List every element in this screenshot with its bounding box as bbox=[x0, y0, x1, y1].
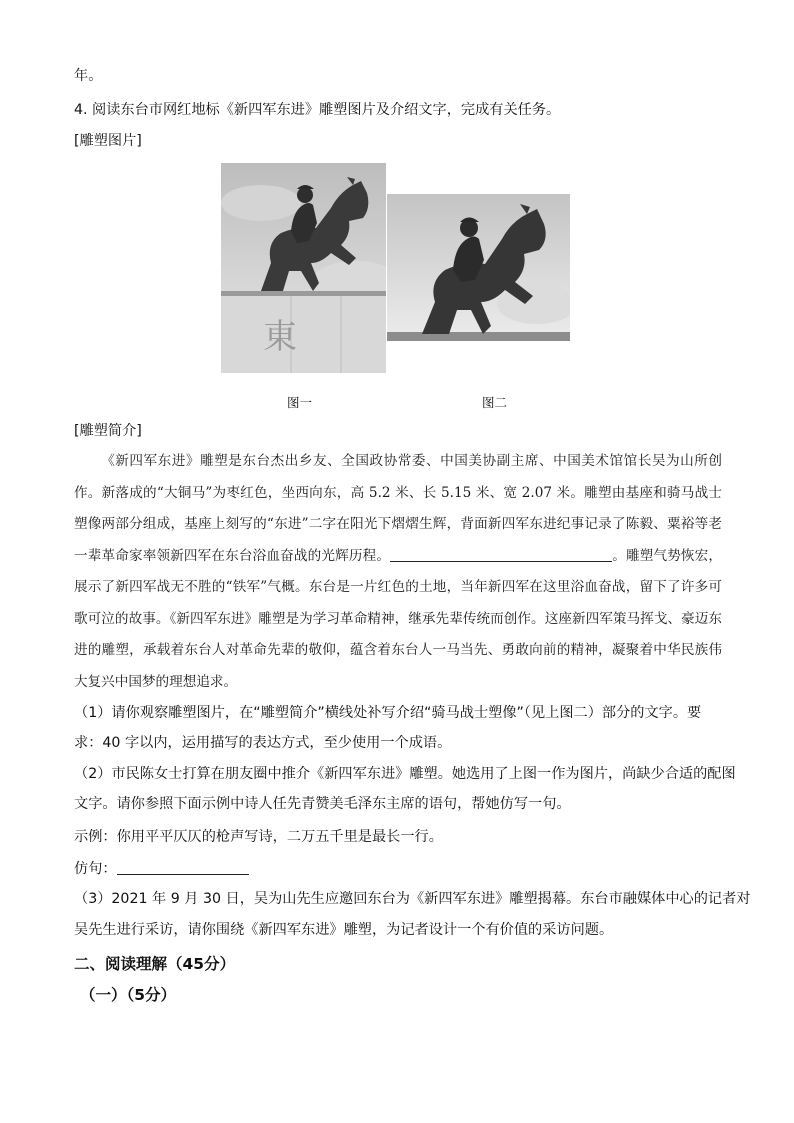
imitate-line bbox=[74, 859, 249, 879]
figure-1-caption: 图一 bbox=[287, 395, 313, 410]
section-title: 二、阅读理解（45分） bbox=[74, 955, 236, 973]
figure-2-photo bbox=[387, 194, 570, 341]
intro-part-2: 。雕塑气势恢宏，展示了新四军战无不胜的“铁军”气概。东台是一片红色的土地，当年新四军在这里浴血奋战，留下了许多可歌可泣的故事。《新四军东进》雕塑是为学习革命精神，继承先辈传统而创作。这座新四军策马挥戈、豪迈东进的雕塑，承载着东台人对革命先辈的敬仰，蕴含着东台人一马当先、勇敢向前的精神，凝聚着中华民族伟大复兴中国梦的理想追求。 bbox=[74, 547, 723, 690]
question-4-title: 4. 阅读东台市网红地标《新四军东进》雕塑图片及介绍文字，完成有关任务。 bbox=[74, 102, 561, 118]
q2-line-2: 文字。请你参照下面示例中诗人任先青赞美毛泽东主席的语句，帮她仿写一句。 bbox=[74, 796, 571, 812]
section-label-images: [雕塑图片] bbox=[74, 133, 142, 149]
line-year: 年。 bbox=[74, 68, 103, 84]
q3-line-1: （3）2021 年 9 月 30 日，吴为山先生应邀回东台为《新四军东进》雕塑揭幕。东台市融媒体中心的记者对 bbox=[74, 891, 751, 907]
q2-line-1: （2）市民陈女士打算在朋友圈中推介《新四军东进》雕塑。她选用了上图一作为图片，尚缺少合适的配图 bbox=[74, 766, 736, 782]
q3-line-2: 吴先生进行采访，请你围绕《新四军东进》雕塑，为记者设计一个有价值的采访问题。 bbox=[74, 922, 614, 938]
figure-2-caption: 图二 bbox=[482, 395, 508, 410]
sculpture-intro bbox=[74, 446, 722, 698]
q1-line-2: 求：40 字以内，运用描写的表达方式，至少使用一个成语。 bbox=[74, 735, 452, 751]
imitate-answer-blank[interactable] bbox=[117, 859, 249, 875]
example-line: 示例：你用平平仄仄的枪声写诗，二万五千里是最长一行。 bbox=[74, 829, 443, 845]
intro-answer-blank[interactable] bbox=[390, 546, 612, 562]
section-label-intro: [雕塑简介] bbox=[74, 423, 142, 439]
subsection-title: （一）（5分） bbox=[80, 986, 177, 1004]
q1-line-1: （1）请你观察雕塑图片，在“雕塑简介”横线处补写介绍“骑马战士塑像”（见上图二）部分的文字。要 bbox=[74, 705, 702, 721]
figure-1-photo bbox=[221, 163, 386, 373]
pedestal-char: 東 bbox=[263, 317, 297, 357]
intro-part-1: 《新四军东进》雕塑是东台杰出乡友、全国政协常委、中国美协副主席、中国美术馆馆长吴为山所创作。新落成的“大铜马”为枣红色，坐西向东，高 5.2 米、长 5.15 米、宽 2.07 米。雕塑由基座和骑马战士塑像两部分组成，基座上刻写的“东进”二字在阳光下熠熠生辉，背面新四军东进纪事记录了陈毅、粟裕等老一辈革命家率领新四军在东台浴血奋战的光辉历程。 bbox=[74, 453, 722, 564]
imitate-label: 仿句： bbox=[74, 861, 117, 877]
